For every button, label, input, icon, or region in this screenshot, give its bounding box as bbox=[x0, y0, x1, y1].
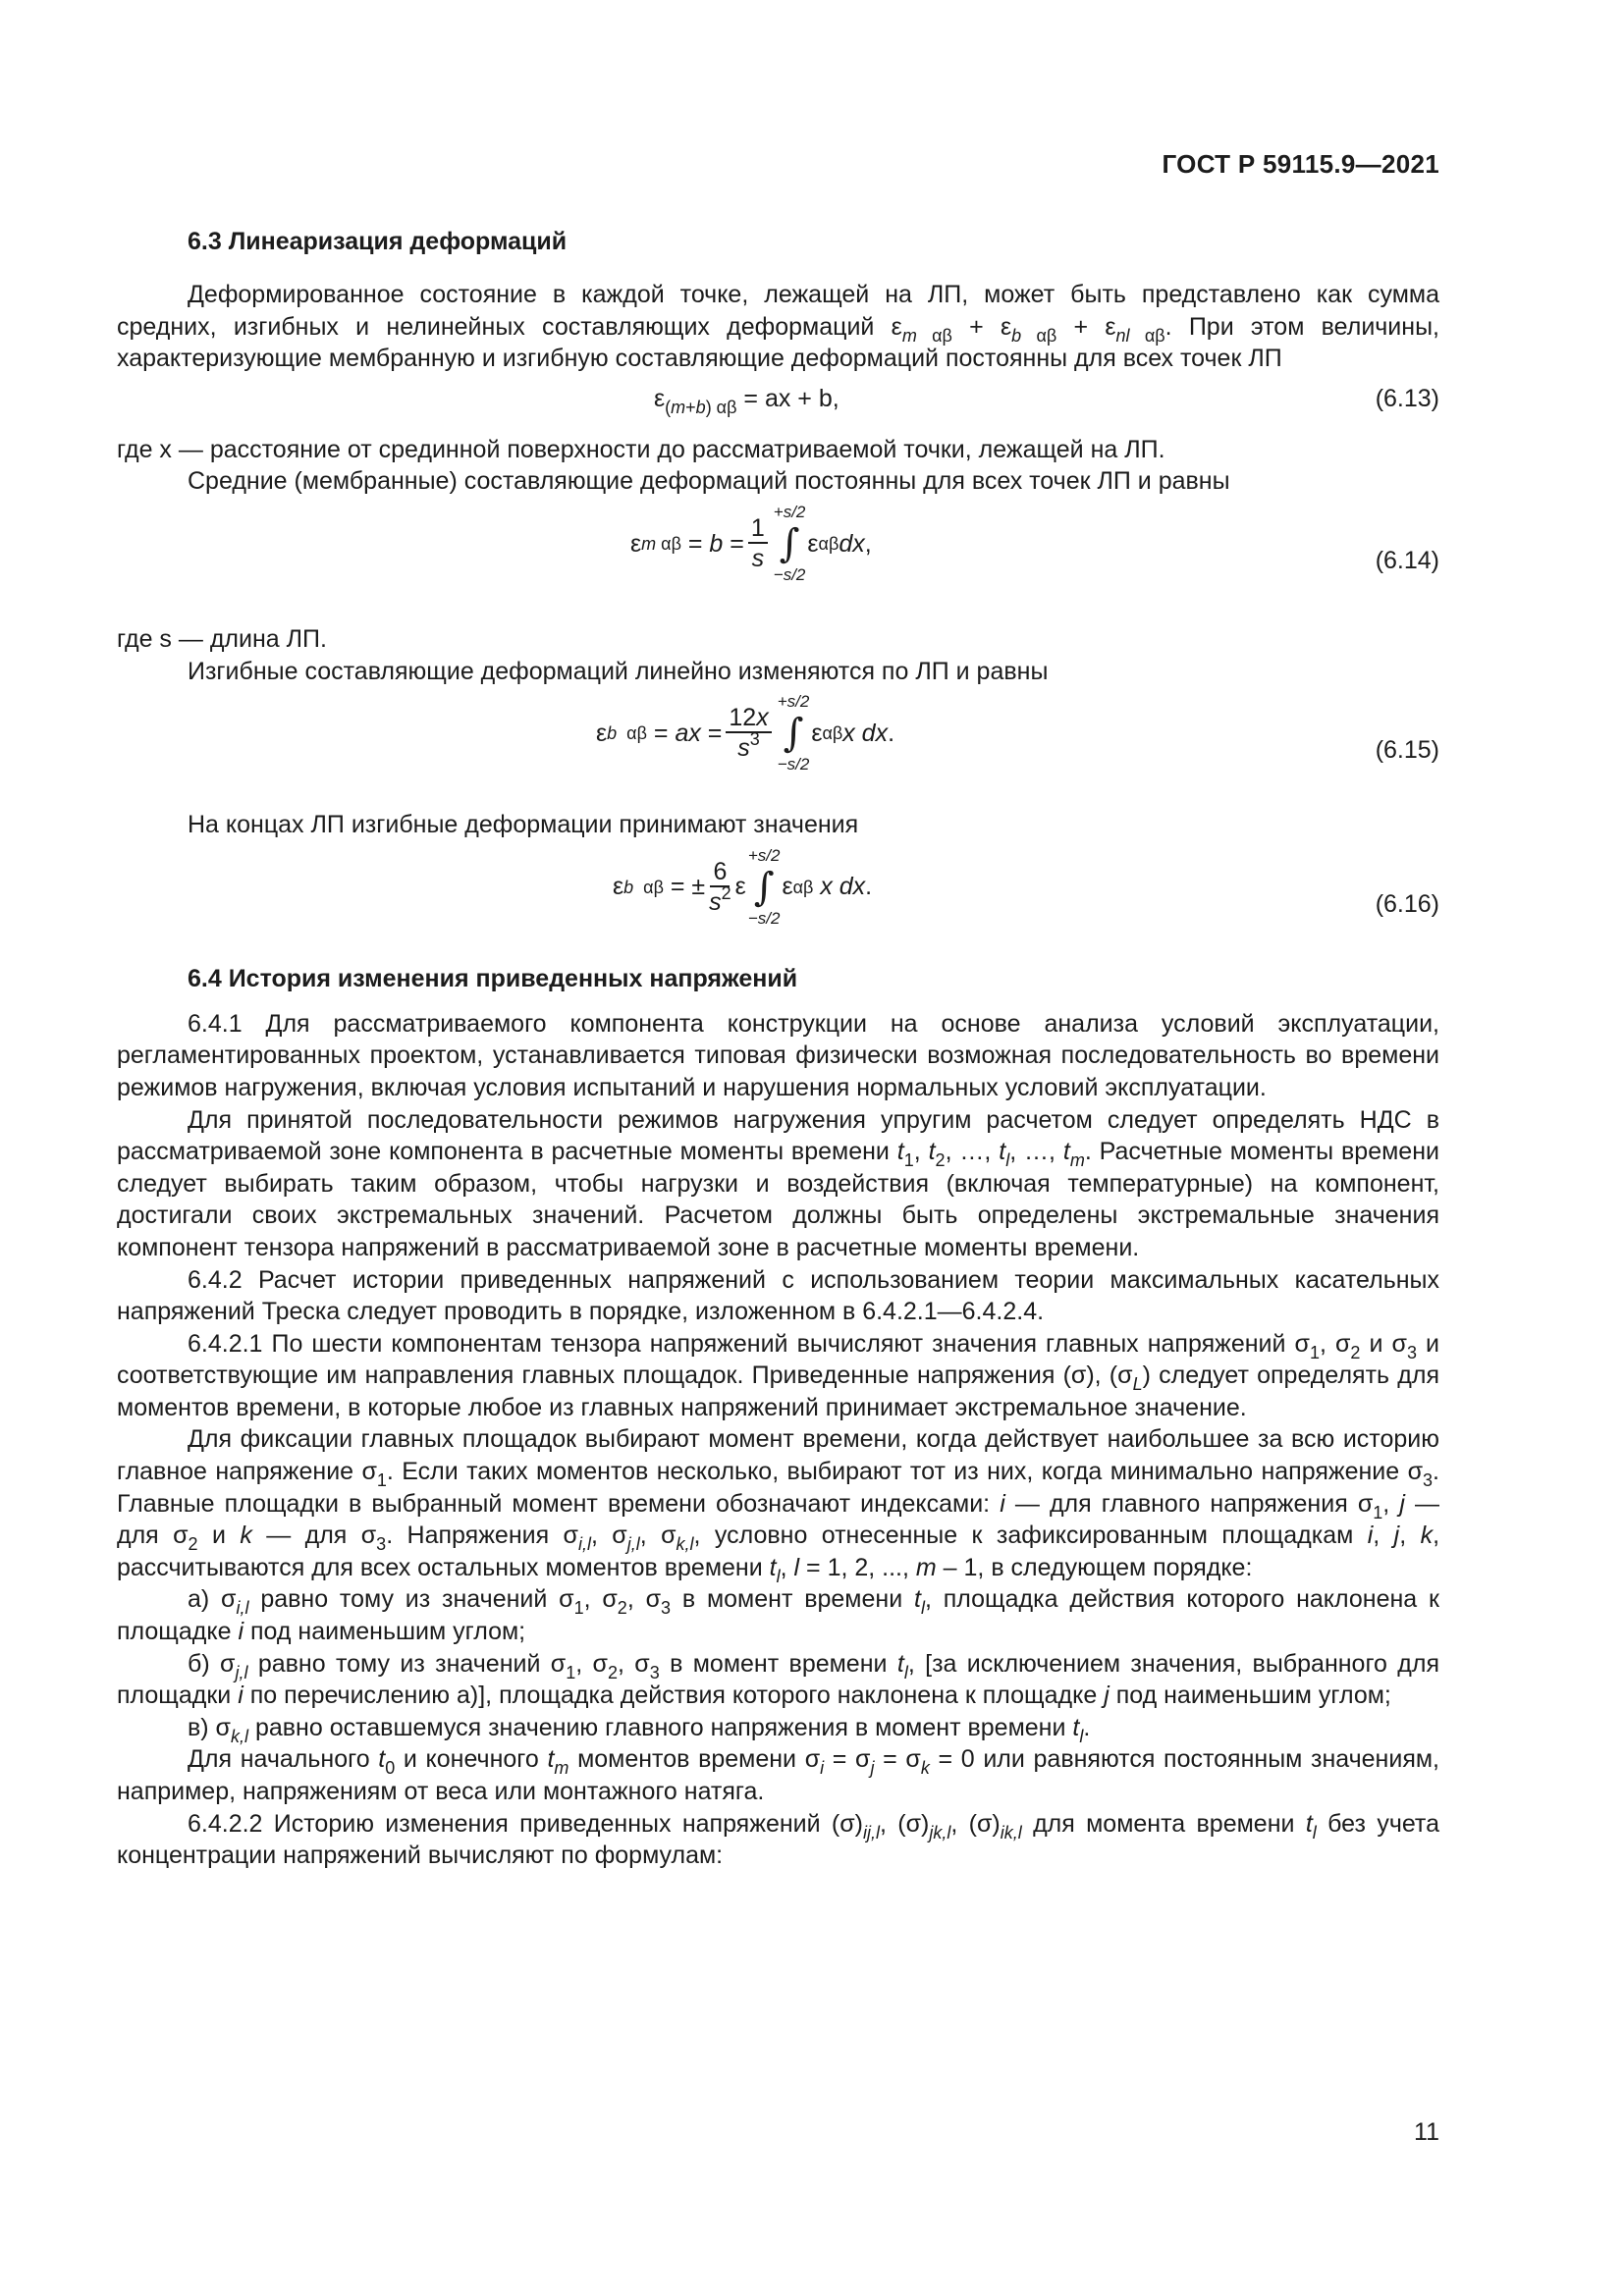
section-6-3-title: 6.3 Линеаризация деформаций bbox=[188, 228, 568, 255]
paragraph-bending: Изгибные составляющие деформаций линейно изменяются по ЛП и равны bbox=[188, 657, 1049, 685]
list-item-a: а) $\sigma_{i,l}$ равно тому из значений $\sigma_1$, $\sigma_2$, $\sigma_3$ в момент времени $t_l$, площадка действия которого наклонена к площадке i под наименьшим углом; bbox=[117, 1585, 1439, 1646]
where-x: где x — расстояние от срединной поверхности до рассматриваемой точки, лежащей на ЛП. bbox=[117, 435, 1165, 463]
equation-number: (6.13) bbox=[1375, 384, 1439, 412]
paragraph-initial-final: Для начального $t_0$ и конечного $t_m$ моментов времени $\sigma_i = \sigma_j = \sigma_k = 0$ или равняются постоянным значениям, например, напряжениям от веса или монтажного натяга. bbox=[117, 1745, 1440, 1805]
paragraph-principal-planes: Для фиксации главных площадок выбирают момент времени, когда действует наибольшее за всю историю главное напряжение $\sigma_1$. Если таких моментов несколько, выбирают тот из них, когда минимально напряжение $\sigma_3$. Главные площадки в выбранный момент времени обозначают индексами: i — для главного напряжения $\sigma_1$, j — для $\sigma_2$ и k — для $\sigma_3$. Напряжения $\sigma_{i,l}$, $\sigma_{j,l}$, $\sigma_{k,l}$, условно отнесенные к зафиксированным площадкам i, j, k, рассчитываются для всех остальных моментов времени $t_l$, l = 1, 2, ..., m – 1, в следующем порядке: bbox=[117, 1425, 1440, 1586]
page-content bbox=[117, 226, 1439, 1872]
equation-number: (6.16) bbox=[1375, 889, 1439, 918]
paragraph-ends: На концах ЛП изгибные деформации принимают значения bbox=[188, 811, 859, 839]
equation-6-13: $\varepsilon_{(m+b) \alpha\beta}$ = ax + b, (6.13) bbox=[654, 384, 1439, 417]
list-item-b: б) $\sigma_{j,l}$ равно тому из значений $\sigma_1$, $\sigma_2$, $\sigma_3$ в момент времени $t_l$, [за исключением значения, выбранного для площадки i по перечислению а)], площадка действия которого наклонена к площадке j под наименьшим углом; bbox=[117, 1649, 1439, 1710]
paragraph-6-4-2-2: 6.4.2.2 Историю изменения приведенных напряжений $(\sigma)_{ij,l}$, $(\sigma)_{jk,l}$, $(\sigma)_{ik,l}$ для момента времени $t_l$ без учета концентрации напряжений вычисляют по формулам: bbox=[117, 1809, 1439, 1870]
where-s: где s — длина ЛП. bbox=[117, 624, 327, 653]
document-header: ГОСТ Р 59115.9—2021 bbox=[1162, 149, 1439, 179]
paragraph-6-4-2-1: 6.4.2.1 По шести компонентам тензора напряжений вычисляют значения главных напряжений $\sigma_1$, $\sigma_2$ и $\sigma_3$ и соответствующие им направления главных площадок. Приведенные напряжения (σ), $(\sigma_L)$ следует определять для моментов времени, в которые любое из главных напряжений принимает экстремальное значение. bbox=[117, 1329, 1439, 1421]
paragraph-membrane: Средние (мембранные) составляющие деформаций постоянны для всех точек ЛП и равны bbox=[188, 467, 1230, 496]
paragraph-load-sequence: Для принятой последовательности режимов нагружения упругим расчетом следует определять НДС в рассматриваемой зоне компонента в расчетные моменты времени $t_1$, $t_2$, …, $t_l$, …, $t_m$. Расчетные моменты времени следует выбирать таким образом, чтобы нагрузки и воздействия (включая температурные) на компонент, достигали своих экстремальных значений. Расчетом должны быть определены экстремальные значения компонент тензора напряжений в рассматриваемой зоне в расчетные моменты времени. bbox=[117, 1105, 1439, 1261]
equation-number: (6.14) bbox=[1375, 546, 1439, 574]
equation-6-14: ε m αβ = b = $\frac{1}{s}$ +s/2 ∫ −s/2 ε αβ dx , (6.14) bbox=[630, 502, 1439, 584]
equation-number: (6.15) bbox=[1375, 736, 1439, 765]
paragraph-6-4-1: 6.4.1 Для рассматриваемого компонента конструкции на основе анализа условий эксплуатации, регламентированных проектом, устанавливается типовая физически возможная последовательность во времени режимов нагружения, включая условия испытаний и нарушения нормальных условий эксплуатации. bbox=[117, 1009, 1439, 1101]
section-6-4-title: 6.4 История изменения приведенных напряжений bbox=[188, 964, 798, 992]
page-number: 11 bbox=[1414, 2118, 1439, 2146]
equation-6-16: ε b αβ = ± $\frac{6}{s^2}$ ε +s/2 ∫ −s/2 ε αβ x dx . (6.16) bbox=[613, 845, 1439, 928]
paragraph-6-4-2: 6.4.2 Расчет истории приведенных напряжений с использованием теории максимальных касательных напряжений Треска следует проводить в порядке, изложенном в 6.4.2.1—6.4.2.4. bbox=[117, 1265, 1439, 1326]
paragraph-6-3-intro: Деформированное состояние в каждой точке, лежащей на ЛП, может быть представлено как сумма средних, изгибных и нелинейных составляющих деформаций $\varepsilon_{m \alpha\beta} + \varepsilon_{b \alpha\beta} + \varepsilon_{nl \alpha\beta}$. При этом величины, характеризующие мембранную и изгибную составляющие деформаций постоянны для всех точек ЛП bbox=[117, 281, 1439, 373]
equation-6-15: ε b αβ = ax = $\frac{12x}{s^3}$ +s/2 ∫ −s/2 ε αβ x dx . (6.15) bbox=[596, 692, 1439, 774]
list-item-c: в) $\sigma_{k,l}$ равно оставшемуся значению главного напряжения в момент времени $t_l$. bbox=[188, 1713, 1091, 1746]
